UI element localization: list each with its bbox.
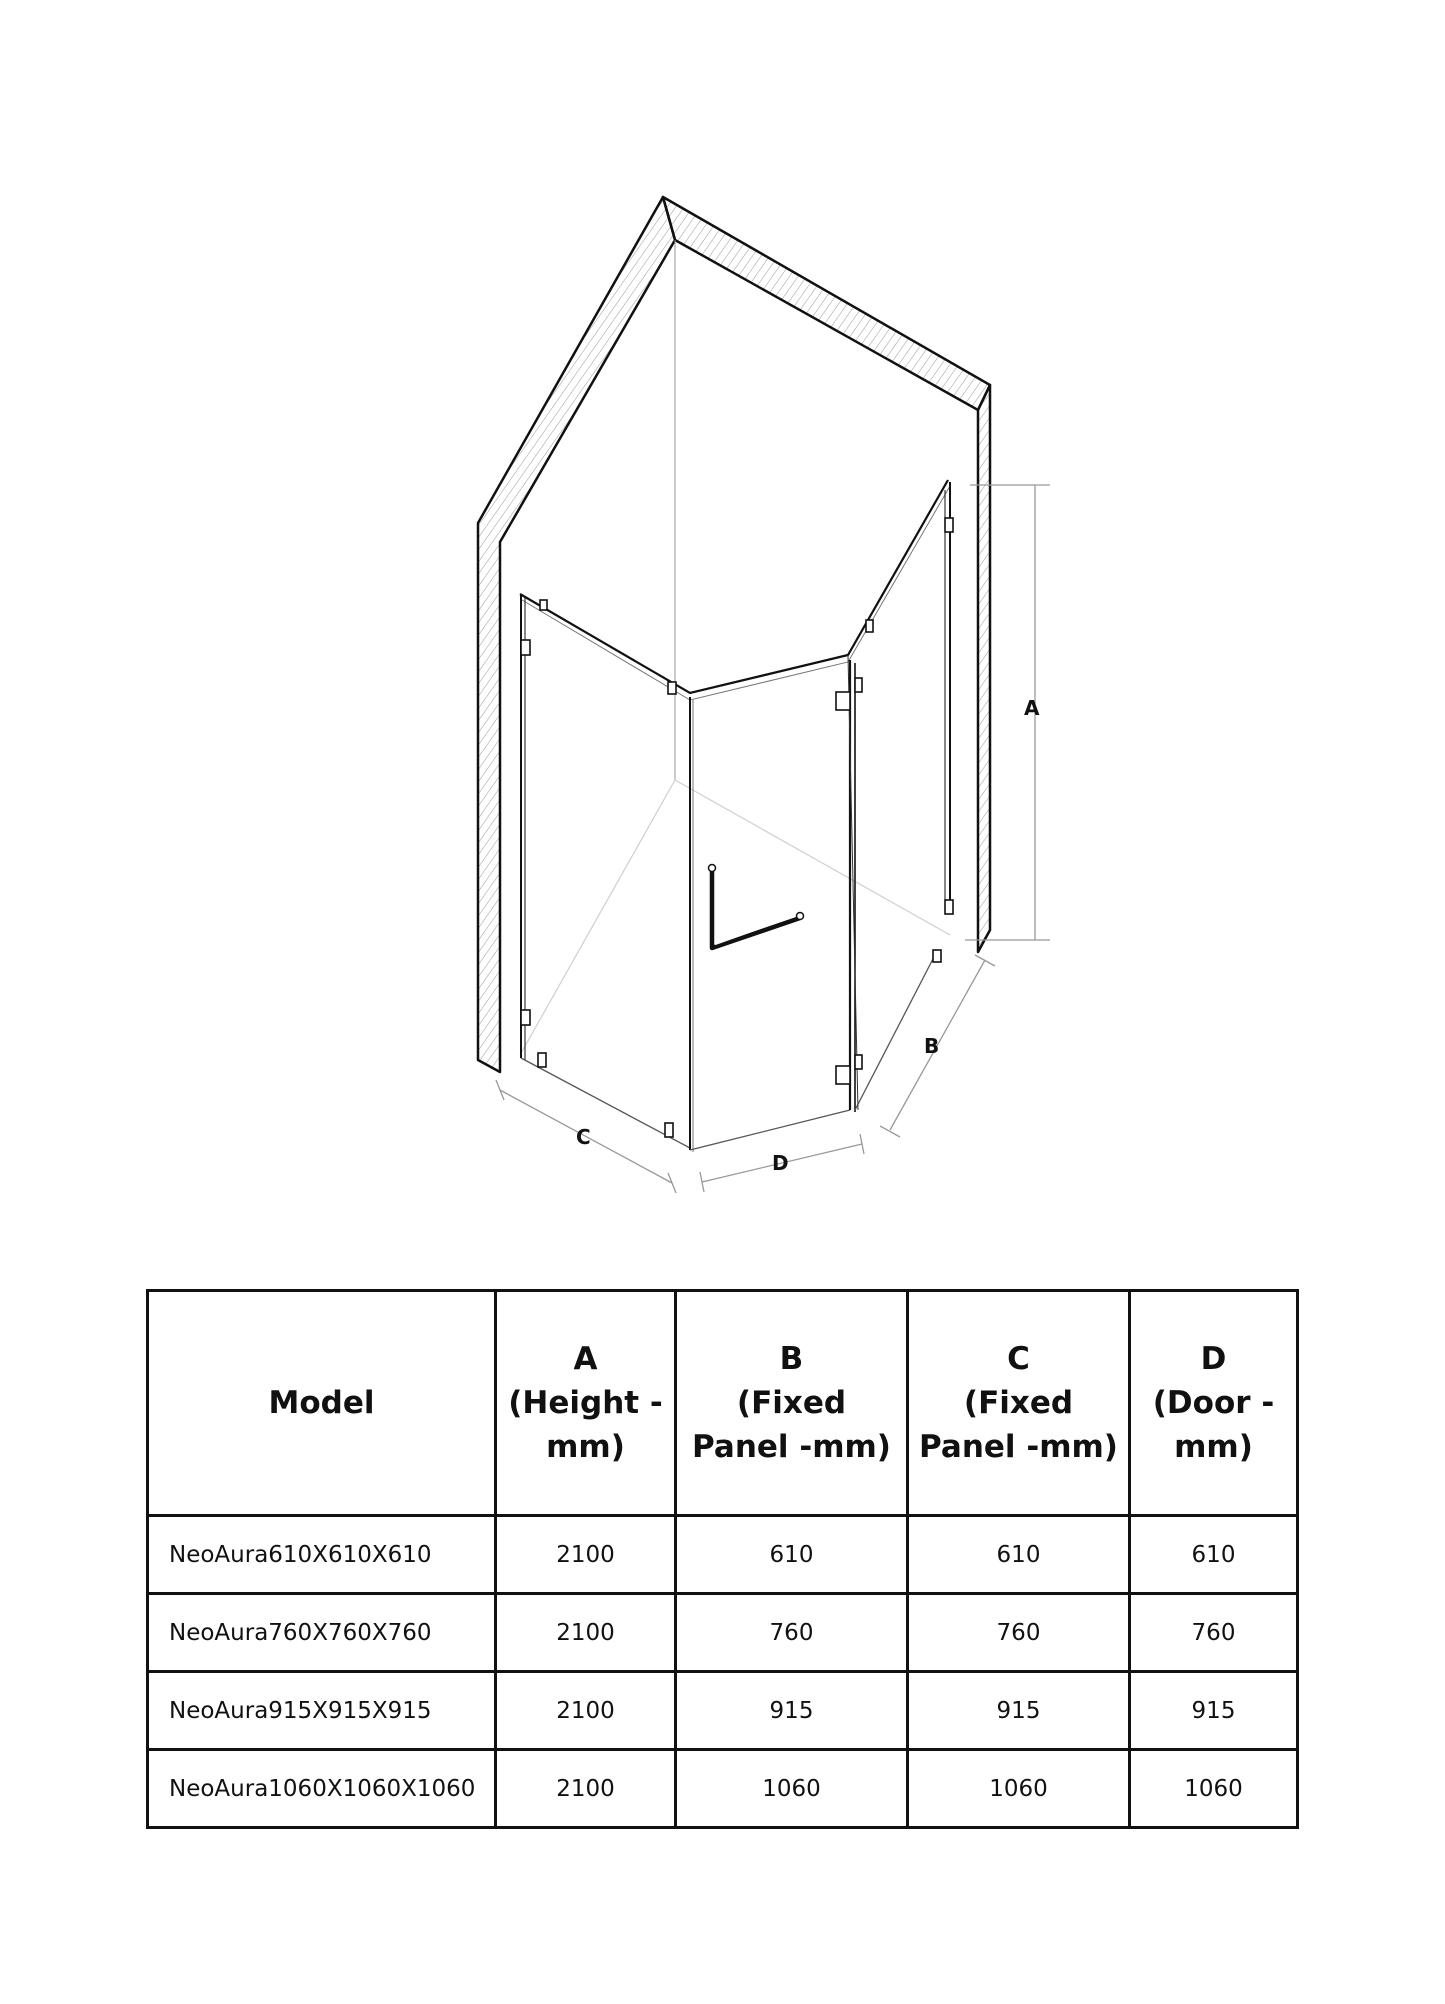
- cell-c: 1060: [908, 1750, 1130, 1828]
- table-row: [148, 1750, 1298, 1828]
- dimension-label-d: D: [772, 1151, 789, 1175]
- cell-d: 760: [1130, 1594, 1298, 1672]
- dimension-lines: [496, 485, 1050, 1193]
- cell-a: 2100: [496, 1672, 676, 1750]
- right-wall-edge: [978, 385, 990, 952]
- cell-model: NeoAura760X760X760: [148, 1594, 496, 1672]
- cell-model: NeoAura1060X1060X1060: [148, 1750, 496, 1828]
- cell-b: 760: [676, 1594, 908, 1672]
- spec-table: [146, 1289, 1299, 1829]
- dimension-label-b: B: [924, 1034, 940, 1058]
- cell-d: 1060: [1130, 1750, 1298, 1828]
- cell-d: 915: [1130, 1672, 1298, 1750]
- cell-a: 2100: [496, 1594, 676, 1672]
- door-handle: [709, 865, 804, 949]
- right-wall: [663, 197, 990, 410]
- table-header-row: [148, 1291, 1298, 1516]
- header-c: C (Fixed Panel -mm): [908, 1291, 1130, 1516]
- cell-c: 760: [908, 1594, 1130, 1672]
- hinges: [521, 518, 953, 1137]
- cell-b: 915: [676, 1672, 908, 1750]
- header-b: B (Fixed Panel -mm): [676, 1291, 908, 1516]
- cell-c: 915: [908, 1672, 1130, 1750]
- dimension-label-a: A: [1024, 696, 1040, 720]
- table-row: [148, 1672, 1298, 1750]
- cell-d: 610: [1130, 1516, 1298, 1594]
- table-row: [148, 1516, 1298, 1594]
- cell-b: 610: [676, 1516, 908, 1594]
- dimension-label-c: C: [576, 1125, 591, 1149]
- cell-c: 610: [908, 1516, 1130, 1594]
- cell-a: 2100: [496, 1516, 676, 1594]
- left-wall: [478, 197, 675, 1072]
- floor-lines: [520, 780, 950, 1055]
- glass-enclosure: [520, 480, 950, 1152]
- header-d: D (Door - mm): [1130, 1291, 1298, 1516]
- cell-model: NeoAura610X610X610: [148, 1516, 496, 1594]
- cell-model: NeoAura915X915X915: [148, 1672, 496, 1750]
- cell-a: 2100: [496, 1750, 676, 1828]
- cell-b: 1060: [676, 1750, 908, 1828]
- header-a: A (Height - mm): [496, 1291, 676, 1516]
- table-row: [148, 1594, 1298, 1672]
- header-model: Model: [148, 1291, 496, 1516]
